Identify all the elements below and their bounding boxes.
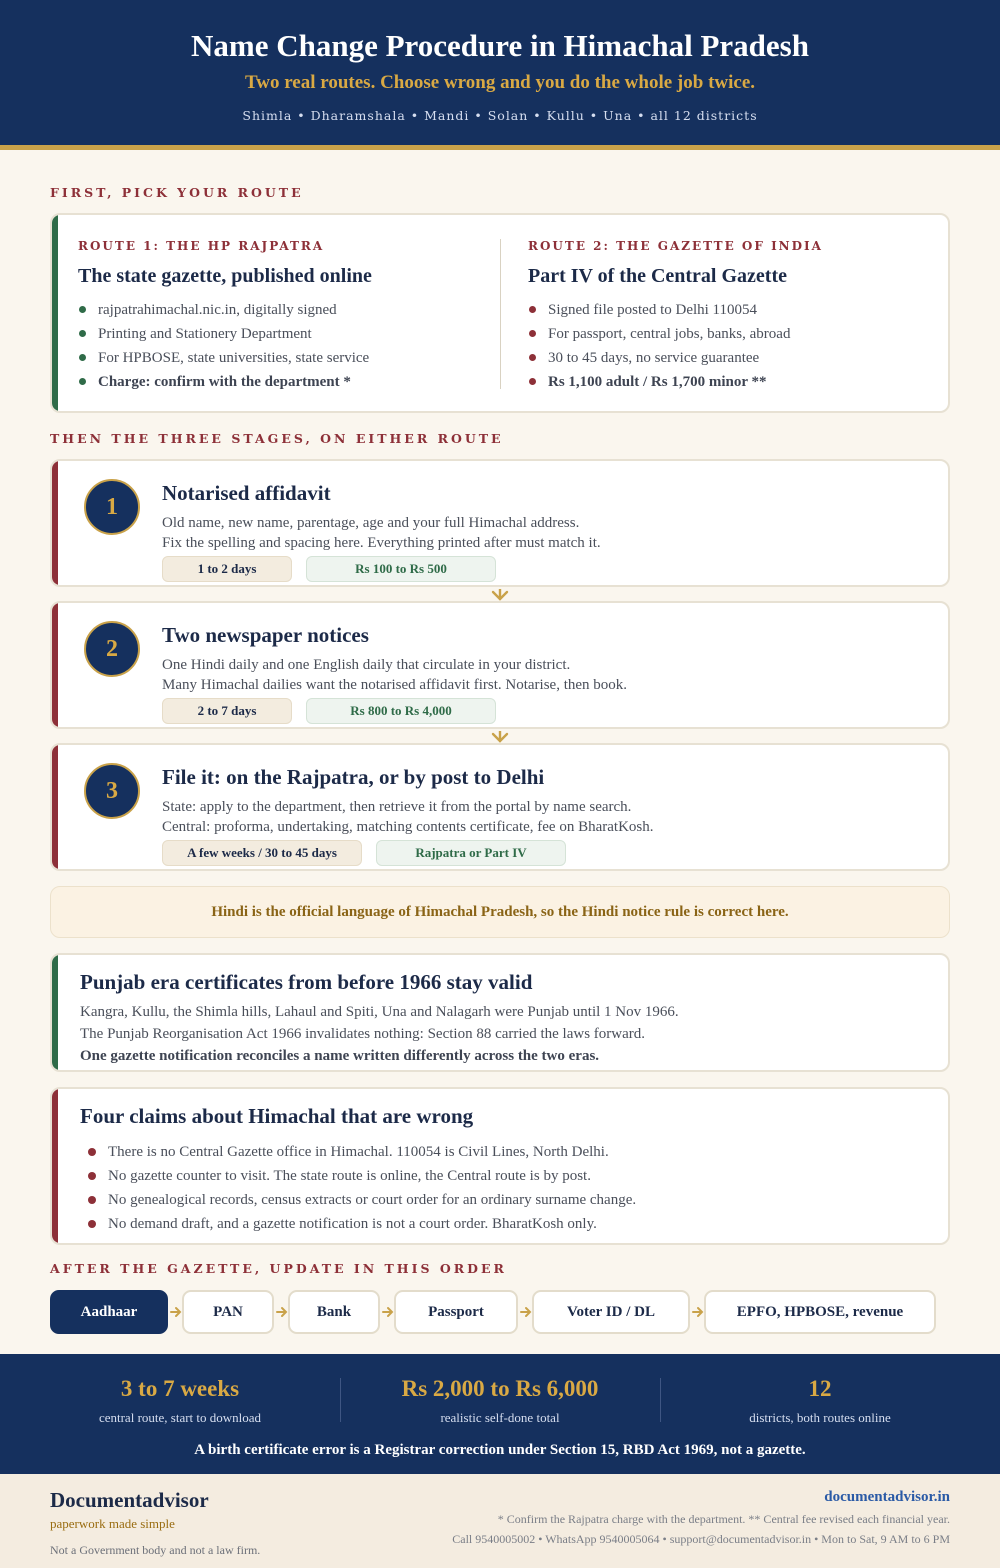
stage-number-badge: 1 [84,479,140,535]
list-item: For passport, central jobs, banks, abroad [528,325,790,349]
update-step-epfo: EPFO, HPBOSE, revenue [704,1290,936,1334]
punjab-line: Kangra, Kullu, the Shimla hills, Lahaul and Spiti, Una and Nalagarh were Punjab until 1 Nov 1966. [80,1004,679,1020]
route-divider [500,239,501,389]
claims-card [50,1087,950,1245]
stage-description: State: apply to the department, then retrieve it from the portal by name search. [162,799,632,815]
stages-section-label: THEN THE THREE STAGES, ON EITHER ROUTE [50,431,504,446]
header-gold-rule [0,145,1000,150]
stage-fee-badge: Rajpatra or Part IV [376,840,566,866]
update-step-pan: PAN [182,1290,274,1334]
stage-card-3 [50,743,950,871]
route-1-list [78,301,369,397]
claims-title: Four claims about Himachal that are wrong [80,1104,474,1128]
punjab-card [50,953,950,1072]
routes-card-accent [52,215,58,411]
stage-number-badge: 2 [84,621,140,677]
arrow-right-icon [170,1305,182,1319]
fee-footnote: * Confirm the Rajpatra charge with the department. ** Central fee revised each financial year. [497,1512,950,1526]
punjab-card-accent [52,955,58,1070]
claims-card-accent [52,1089,58,1243]
list-item: No genealogical records, census extracts or court order for an ordinary surname change. [88,1191,636,1215]
list-item: Rs 1,100 adult / Rs 1,700 minor ** [528,373,790,397]
page-subtitle: Two real routes. Choose wrong and you do the whole job twice. [244,72,756,93]
list-item: For HPBOSE, state universities, state service [78,349,369,373]
stage-description: Fix the spelling and spacing here. Everything printed after must match it. [162,535,601,551]
stat-label: realistic self-done total [440,1410,560,1425]
list-item: No gazette counter to visit. The state route is online, the Central route is by post. [88,1167,636,1191]
punjab-title: Punjab era certificates from before 1966 stay valid [80,970,533,994]
contact-line: Call 9540005002 • WhatsApp 9540005064 • support@documentadvisor.in • Mon to Sat, 9 AM to 6 PM [452,1532,950,1546]
list-item: Signed file posted to Delhi 110054 [528,301,790,325]
brand-tagline: paperwork made simple [50,1516,175,1531]
page-footer [0,1474,1000,1568]
punjab-line: One gazette notification reconciles a name written differently across the two eras. [80,1048,600,1064]
punjab-line: The Punjab Reorganisation Act 1966 invalidates nothing: Section 88 carried the laws forward. [80,1026,646,1042]
arrow-right-icon [520,1305,532,1319]
list-item: Charge: confirm with the department * [78,373,369,397]
stats-band [0,1354,1000,1474]
stage-accent [52,745,58,869]
stage-time-badge: A few weeks / 30 to 45 days [162,840,362,866]
stage-card-2 [50,601,950,729]
route-2-title: Part IV of the Central Gazette [528,265,787,287]
arrow-right-icon [692,1305,704,1319]
stage-number-badge: 3 [84,763,140,819]
stage-accent [52,603,58,727]
stage-title: File it: on the Rajpatra, or by post to Delhi [162,765,545,789]
claims-list [88,1143,636,1239]
stage-fee-badge: Rs 100 to Rs 500 [306,556,496,582]
stat-label: districts, both routes online [749,1410,891,1425]
route-1-title: The state gazette, published online [78,265,372,287]
stage-title: Two newspaper notices [162,623,369,647]
arrow-right-icon [382,1305,394,1319]
page-header [0,0,1000,145]
stage-time-badge: 1 to 2 days [162,556,292,582]
stat-value: 3 to 7 weeks [120,1376,240,1401]
route-2-list [528,301,790,397]
hindi-note-callout: Hindi is the official language of Himachal Pradesh, so the Hindi notice rule is correct here. [50,886,950,938]
route-2-kicker: ROUTE 2: THE GAZETTE OF INDIA [528,239,823,253]
stage-title: Notarised affidavit [162,481,331,505]
list-item: No demand draft, and a gazette notification is not a court order. BharatKosh only. [88,1215,636,1239]
stage-description: Many Himachal dailies want the notarised affidavit first. Notarise, then book. [162,677,628,693]
routes-section-label: FIRST, PICK YOUR ROUTE [50,185,304,200]
arrow-right-icon [276,1305,288,1319]
stage-description: Central: proforma, undertaking, matching contents certificate, fee on BharatKosh. [162,819,654,835]
list-item: rajpatrahimachal.nic.in, digitally signed [78,301,369,325]
stage-fee-badge: Rs 800 to Rs 4,000 [306,698,496,724]
stat-value: Rs 2,000 to Rs 6,000 [401,1376,599,1401]
list-item: Printing and Stationery Department [78,325,369,349]
update-step-voter-id: Voter ID / DL [532,1290,690,1334]
stage-description: One Hindi daily and one English daily that circulate in your district. [162,657,571,673]
stat-value: 12 [808,1376,832,1401]
birth-certificate-note: A birth certificate error is a Registrar correction under Section 15, RBD Act 1969, not a gazette. [194,1442,806,1458]
stat-label: central route, start to download [98,1410,262,1425]
website-link[interactable]: documentadvisor.in [824,1489,950,1505]
routes-card [50,213,950,413]
page-title: Name Change Procedure in Himachal Pradesh [191,28,809,63]
stage-time-badge: 2 to 7 days [162,698,292,724]
brand-name: Documentadvisor [50,1488,209,1512]
update-step-aadhaar: Aadhaar [50,1290,168,1334]
update-section-label: AFTER THE GAZETTE, UPDATE IN THIS ORDER [50,1261,507,1276]
update-step-passport: Passport [394,1290,518,1334]
legal-disclaimer: Not a Government body and not a law firm. [50,1543,261,1557]
list-item: 30 to 45 days, no service guarantee [528,349,790,373]
district-list: Shimla • Dharamshala • Mandi • Solan • Kullu • Una • all 12 districts [242,108,758,123]
stage-card-1 [50,459,950,587]
list-item: There is no Central Gazette office in Himachal. 110054 is Civil Lines, North Delhi. [88,1143,636,1167]
update-step-bank: Bank [288,1290,380,1334]
stage-accent [52,461,58,585]
stage-description: Old name, new name, parentage, age and your full Himachal address. [162,515,580,531]
route-1-kicker: ROUTE 1: THE HP RAJPATRA [78,239,325,253]
